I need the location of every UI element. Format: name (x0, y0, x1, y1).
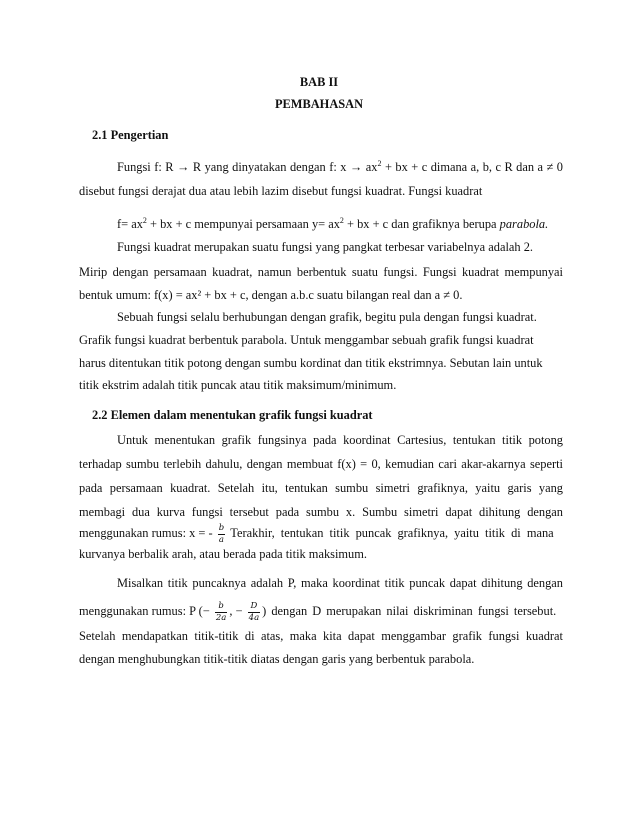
paragraph-line: $f= ax^2$ + bx + c mempunyai persamaan $y= ax^2$ + bx + c dan grafiknya berupa parabola. (117, 216, 549, 231)
paragraph-line: Setelah mendapatkan titik-titik di atas, maka kita dapat menggambar grafik fungsi kuadrat (79, 629, 563, 643)
section-heading-2-2: 2.2 Elemen dalam menentukan grafik fungsi kuadrat (92, 408, 373, 422)
chapter-title: PEMBAHASAN (274, 97, 364, 111)
paragraph-line: disebut fungsi derajat dua atau lebih lazim disebut fungsi kuadrat. Fungsi kuadrat (79, 184, 483, 198)
paragraph-line: Sebuah fungsi selalu berhubungan dengan grafik, begitu pula dengan fungsi kuadrat. (117, 310, 537, 324)
paragraph-line: terhadap sumbu terlebih dahulu, dengan membuat f(x) = 0, kemudian cari akar-akarnya seperti (79, 457, 563, 471)
paragraph-line: kurvanya berbalik arah, atau berada pada titik maksimum. (79, 547, 367, 561)
formula-line-axis: menggunakan rumus: x = - $\frac{b}{a}$ Terakhir, tentukan titik puncak grafiknya, yaitu titik di mana (79, 522, 554, 545)
paragraph-line: harus ditentukan titik potong dengan sumbu kordinat dan titik ekstrimnya. Sebutan lain untuk (79, 356, 543, 370)
paragraph-line: Untuk menentukan grafik fungsinya pada koordinat Cartesius, tentukan titik potong (117, 433, 563, 447)
paragraph-line: Fungsi kuadrat merupakan suatu fungsi yang pangkat terbesar variabelnya adalah 2. (117, 240, 533, 254)
paragraph-line: Misalkan titik puncaknya adalah P, maka koordinat titik puncak dapat dihitung dengan (117, 576, 563, 590)
fraction-d-over-4a: $\frac{D}{4a}$ (248, 600, 260, 623)
paragraph-line: membagi dua kurva fungsi tersebut pada sumbu x. Sumbu simetri dapat dihitung dengan (79, 505, 563, 519)
fraction-b-over-a: $\frac{b}{a}$ (218, 522, 225, 545)
section-heading-2-1: 2.1 Pengertian (92, 128, 169, 142)
chapter-number: BAB II (299, 75, 339, 89)
paragraph-line: Mirip dengan persamaan kuadrat, namun berbentuk suatu fungsi. Fungsi kuadrat mempunyai (79, 265, 563, 279)
paragraph-line: titik ekstrim adalah titik puncak atau titik maksimum/minimum. (79, 378, 397, 392)
paragraph-line: Grafik fungsi kuadrat berbentuk parabola. Untuk menggambar sebuah grafik fungsi kuadrat (79, 333, 534, 347)
paragraph-line: Fungsi f: R → R yang dinyatakan dengan f: $x \to ax^2$ + bx + c dimana a, b, c R dan a ≠ 0 (117, 159, 563, 174)
paragraph-line: bentuk umum: f(x) = ax² + bx + c, dengan a.b.c suatu bilangan real dan a ≠ 0. (79, 288, 463, 302)
fraction-b-over-2a: $\frac{b}{2a}$ (215, 600, 227, 623)
paragraph-line: dengan menghubungkan titik-titik diatas dengan garis yang berbentuk parabola. (79, 652, 475, 666)
paragraph-line: pada persamaan kuadrat. Setelah itu, tentukan sumbu simetri grafiknya, yaitu garis yang (79, 481, 563, 495)
formula-line-vertex: menggunakan rumus: P (− $\frac{b}{2a}$ , − $\frac{D}{4a}$ ) dengan D merupakan nilai diskriminan fungsi tersebut. (79, 600, 557, 623)
